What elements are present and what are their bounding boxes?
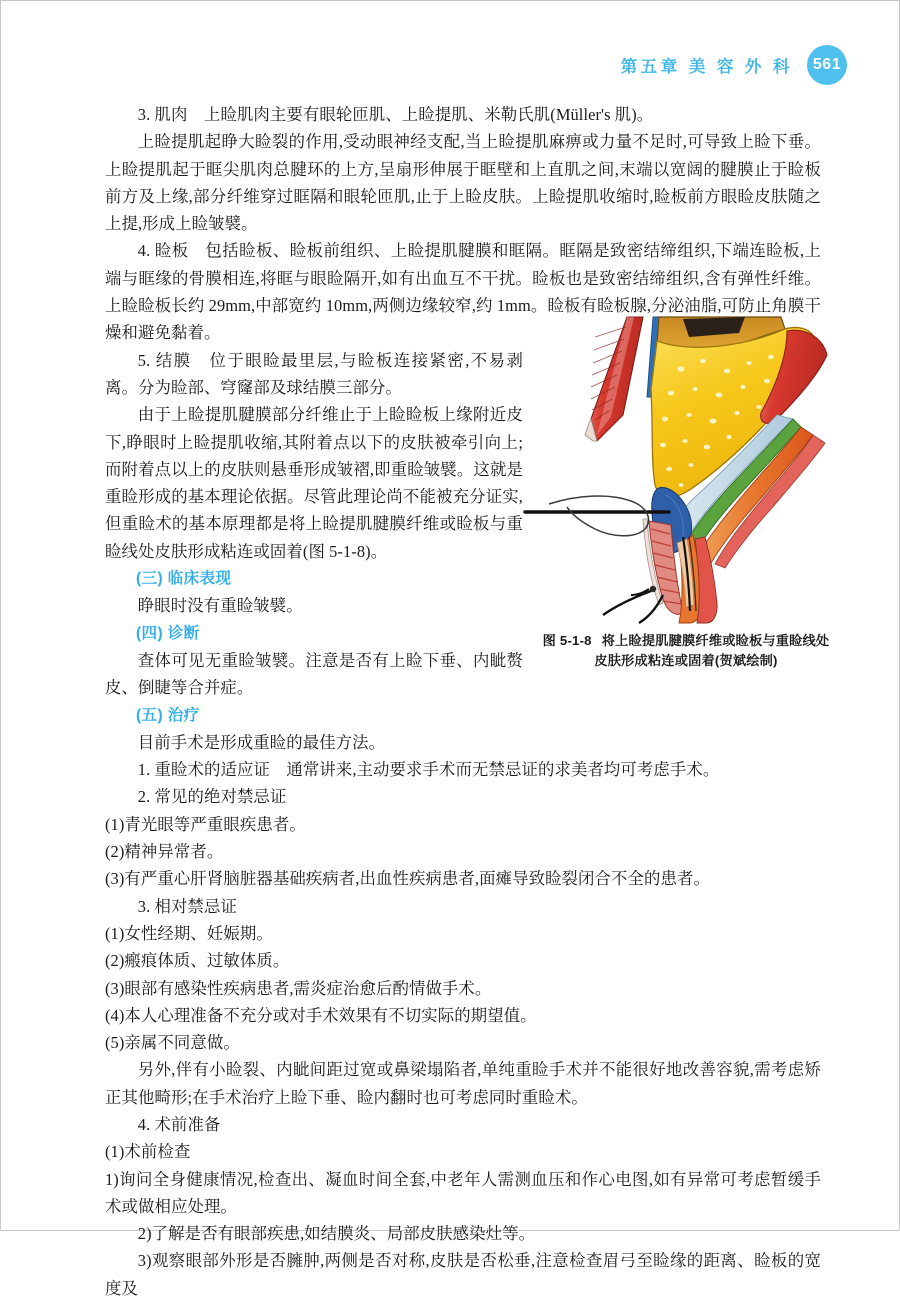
paragraph-theory: 由于上睑提肌腱膜部分纤维止于上睑睑板上缘附近皮下,睁眼时上睑提肌收缩,其附着点以下的皮肤被牵引向上;而附着点以上的皮肤则悬垂形成皱褶,即重睑皱襞。这就是重睑形成的基本理论依据。尽管此理论尚不能被充分证实,但重睑术的基本原理都是将上睑提肌腱膜纤维或睑板与重睑线处皮肤形成粘连或固着(图 5-1-8)。 [105, 405, 523, 561]
paragraph-preop-exam: (1)术前检查 [105, 1142, 191, 1162]
paragraph-indication: 1. 重睑术的适应证 通常讲来,主动要求手术而无禁忌证的求美者均可考虑手术。 [137, 760, 720, 780]
paragraph-tarsus: 4. 睑板 包括睑板、睑板前组织、上睑提肌腱膜和眶隔。眶隔是致密结缔组织,下端连睑板,上端与眶缘的骨膜相连,将眶与眼睑隔开,如有出血互不干扰。睑板也是致密结缔组织,含有弹性纤维。上睑睑板长约 29mm,中部宽约 10mm,两侧边缘较窄,约 1mm。睑板有睑板腺,分泌油脂,可防止角膜干燥和避免黏着。 [105, 241, 821, 343]
figure-caption-line1: 将上睑提肌腱膜纤维或睑板与重睑线处 [601, 633, 830, 648]
running-header [621, 45, 847, 85]
list-item-relative-2: (2)瘢痕体质、过敏体质。 [105, 951, 290, 971]
paragraph-levator: 上睑提肌起睁大睑裂的作用,受动眼神经支配,当上睑提肌麻痹或力量不足时,可导致上睑下垂。上睑提肌起于眶尖肌肉总腱环的上方,呈扇形伸展于眶壁和上直肌之间,末端以宽阔的腱膜止于睑板前方及上缘,部分纤维穿过眶隔和眼轮匝肌,止于上睑皮肤。上睑提肌收缩时,睑板前方眼睑皮肤随之上提,形成上睑皱襞。 [105, 132, 821, 234]
subheading-clinical: (三) 临床表现 [136, 570, 232, 588]
list-item-relative-4: (4)本人心理准备不充分或对手术效果有不切实际的期望值。 [105, 1005, 537, 1025]
paragraph-relative-title: 3. 相对禁忌证 [137, 896, 237, 916]
paragraph-diagnosis: 查体可见无重睑皱襞。注意是否有上睑下垂、内眦赘皮、倒睫等合并症。 [105, 650, 523, 698]
paragraph-muscle: 3. 肌肉 上睑肌肉主要有眼轮匝肌、上睑提肌、米勒氏肌(Müller's 肌)。 [137, 105, 654, 124]
list-item-absolute-1: (1)青光眼等严重眼疾患者。 [105, 814, 306, 834]
list-item-preop-1: 1)询问全身健康情况,检查出、凝血时间全套,中老年人需测血压和作心电图,如有异常可考虑暂缓手术或做相应处理。 [105, 1169, 821, 1216]
paragraph-preop-title: 4. 术前准备 [137, 1114, 221, 1134]
figure-number: 图 5-1-8 [542, 633, 592, 648]
paragraph-treatment: 目前手术是形成重睑的最佳方法。 [137, 732, 386, 752]
paragraph-additional: 另外,伴有小睑裂、内眦间距过宽或鼻梁塌陷者,单纯重睑手术并不能很好地改善容貌,需考虑矫正其他畸形;在手术治疗上睑下垂、睑内翻时也可考虑同时重睑术。 [105, 1060, 821, 1107]
chapter-title: 第五章 美 容 外 科 [620, 58, 793, 76]
list-item-preop-3: 3)观察眼部外形是否臃肿,两侧是否对称,皮肤是否松垂,注意检查眉弓至睑缘的距离、睑板的宽度及 [105, 1251, 821, 1298]
subheading-diagnosis: (四) 诊断 [136, 624, 200, 642]
paragraph-absolute-title: 2. 常见的绝对禁忌证 [137, 787, 287, 807]
list-item-relative-3: (3)眼部有感染性疾病患者,需炎症治愈后酌情做手术。 [105, 978, 492, 998]
paragraph-conjunctiva: 5. 结膜 位于眼睑最里层,与睑板连接紧密,不易剥离。分为睑部、穹窿部及球结膜三部分。 [105, 350, 523, 397]
list-item-relative-5: (5)亲属不同意做。 [105, 1033, 240, 1053]
body-text [105, 101, 821, 1302]
list-item-absolute-2: (2)精神异常者。 [105, 842, 224, 862]
subheading-treatment: (五) 治疗 [136, 706, 200, 724]
list-item-absolute-3: (3)有严重心肝肾脑脏器基础疾病者,出血性疾病患者,面瘫导致睑裂闭合不全的患者。 [105, 869, 710, 889]
list-item-preop-2: 2)了解是否有眼部疾患,如结膜炎、局部皮肤感染灶等。 [137, 1224, 536, 1244]
paragraph-clinical: 睁眼时没有重睑皱襞。 [137, 596, 303, 616]
list-item-relative-1: (1)女性经期、妊娠期。 [105, 923, 273, 943]
page-number-badge: 561 [807, 45, 847, 85]
figure-caption-line2: 皮肤形成粘连或固着(贺斌绘制) [594, 653, 778, 668]
